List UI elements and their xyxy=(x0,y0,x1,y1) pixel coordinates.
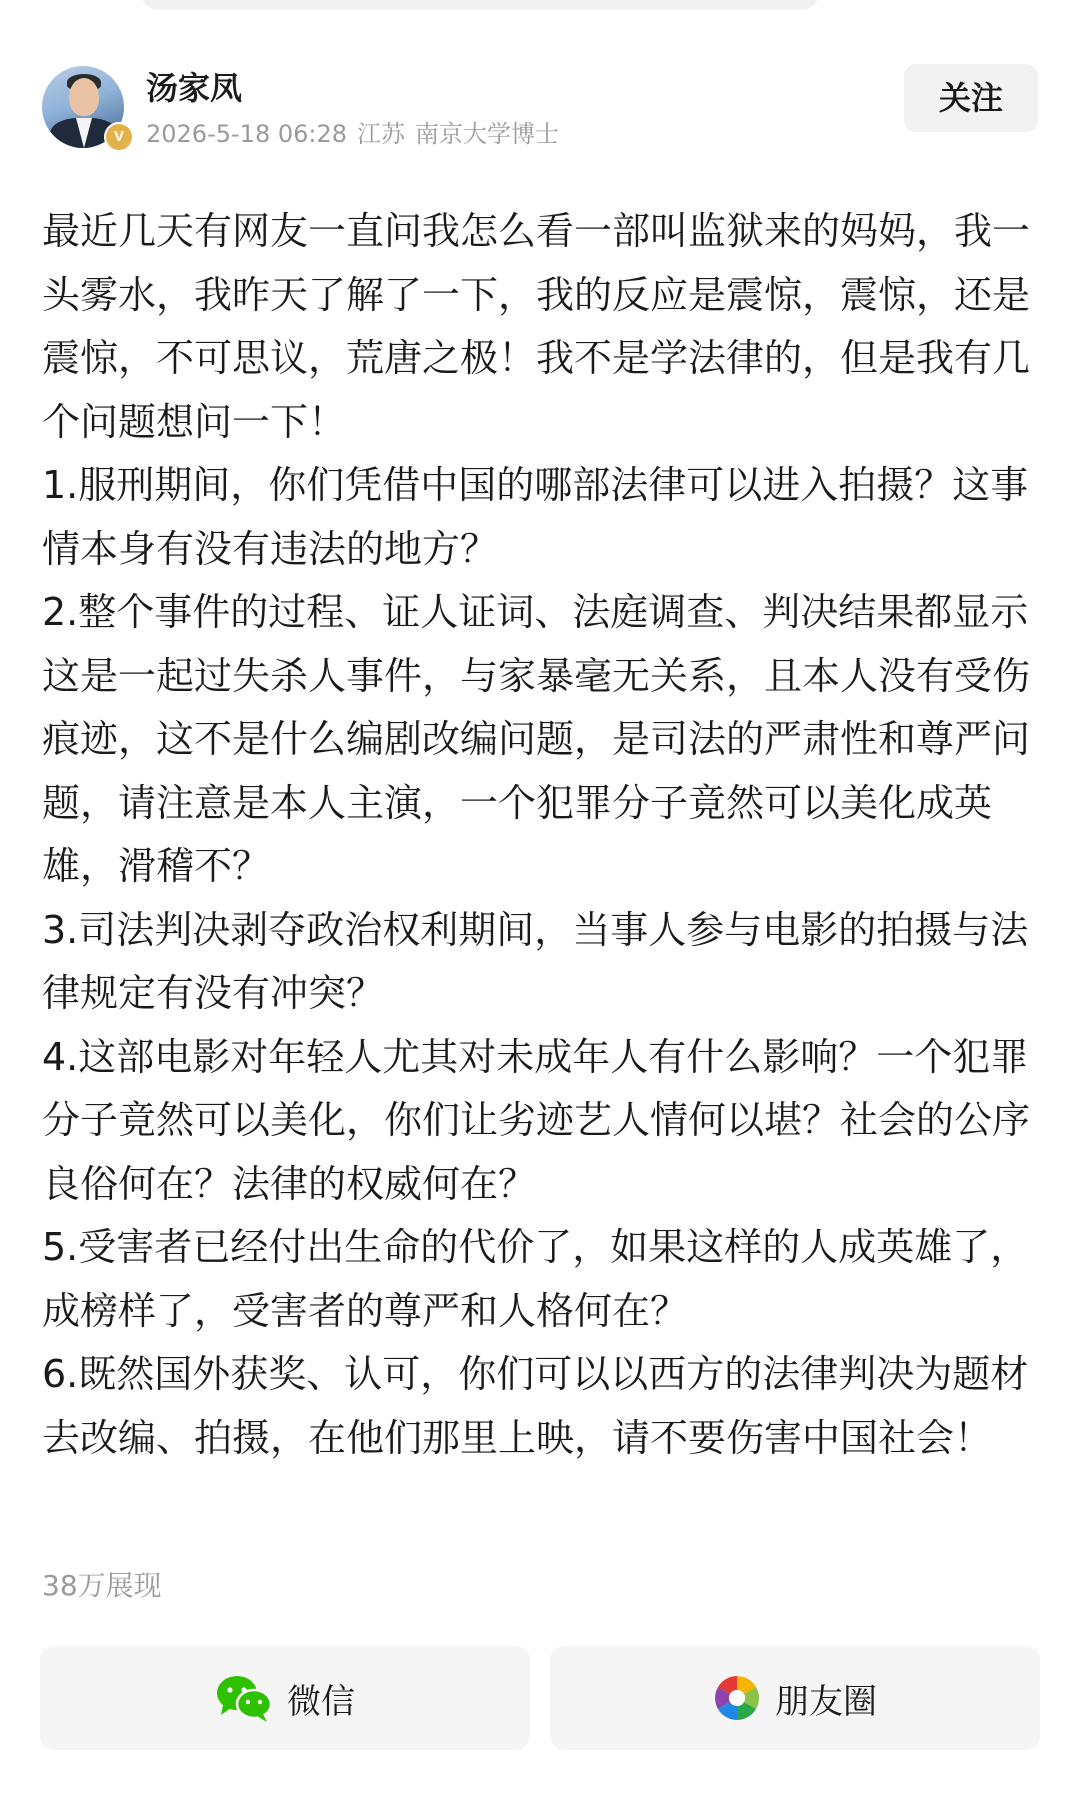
post-date: 2026-5-18 06:28 xyxy=(146,120,347,148)
verified-badge-icon: V xyxy=(104,122,134,152)
post-body xyxy=(42,200,1042,1470)
post-header xyxy=(42,66,1042,162)
share-moments-label: 朋友圈 xyxy=(775,1681,877,1722)
wechat-icon xyxy=(215,1673,273,1723)
share-wechat-label: 微信 xyxy=(287,1681,355,1722)
share-moments-button[interactable] xyxy=(550,1646,1040,1750)
user-credential: 南京大学博士 xyxy=(415,120,559,148)
share-wechat-button[interactable] xyxy=(40,1646,530,1750)
view-count: 38万展现 xyxy=(42,1569,162,1602)
user-name[interactable]: 汤家凤 xyxy=(146,69,243,107)
post-paragraph: 2.整个事件的过程、证人证词、法庭调查、判决结果都显示这是一起过失杀人事件，与家暴毫无关系，且本人没有受伤痕迹，这不是什么编剧改编问题，是司法的严肃性和尊严问题，请注意是本人主演，一个犯罪分子竟然可以美化成英雄，滑稽不？ xyxy=(42,590,1031,888)
post-location: 江苏 xyxy=(357,120,405,148)
share-row xyxy=(40,1646,1040,1750)
top-search-bar-remnant xyxy=(140,0,820,10)
post-meta xyxy=(146,118,569,150)
post-paragraph: 6.既然国外获奖、认可，你们可以以西方的法律判决为题材去改编、拍摄，在他们那里上映，请不要伤害中国社会！ xyxy=(42,1352,1029,1460)
follow-button[interactable]: 关注 xyxy=(904,64,1038,132)
post-paragraph: 1.服刑期间，你们凭借中国的哪部法律可以进入拍摄？这事情本身有没有违法的地方？ xyxy=(42,463,1029,571)
post-paragraph: 3.司法判决剥夺政治权利期间，当事人参与电影的拍摄与法律规定有没有冲突？ xyxy=(42,907,1029,1015)
post-paragraph: 5.受害者已经付出生命的代价了，如果这样的人成英雄了，成榜样了，受害者的尊严和人格何在？ xyxy=(42,1225,1029,1333)
post-paragraph: 4.这部电影对年轻人尤其对未成年人有什么影响？一个犯罪分子竟然可以美化，你们让劣迹艺人情何以堪？社会的公序良俗何在？法律的权威何在？ xyxy=(42,1034,1031,1206)
post-paragraph: 最近几天有网友一直问我怎么看一部叫监狱来的妈妈，我一头雾水，我昨天了解了一下，我的反应是震惊，震惊，还是震惊，不可思议，荒唐之极！我不是学法律的，但是我有几个问题想问一下！ xyxy=(42,209,1031,444)
moments-icon xyxy=(713,1674,761,1722)
